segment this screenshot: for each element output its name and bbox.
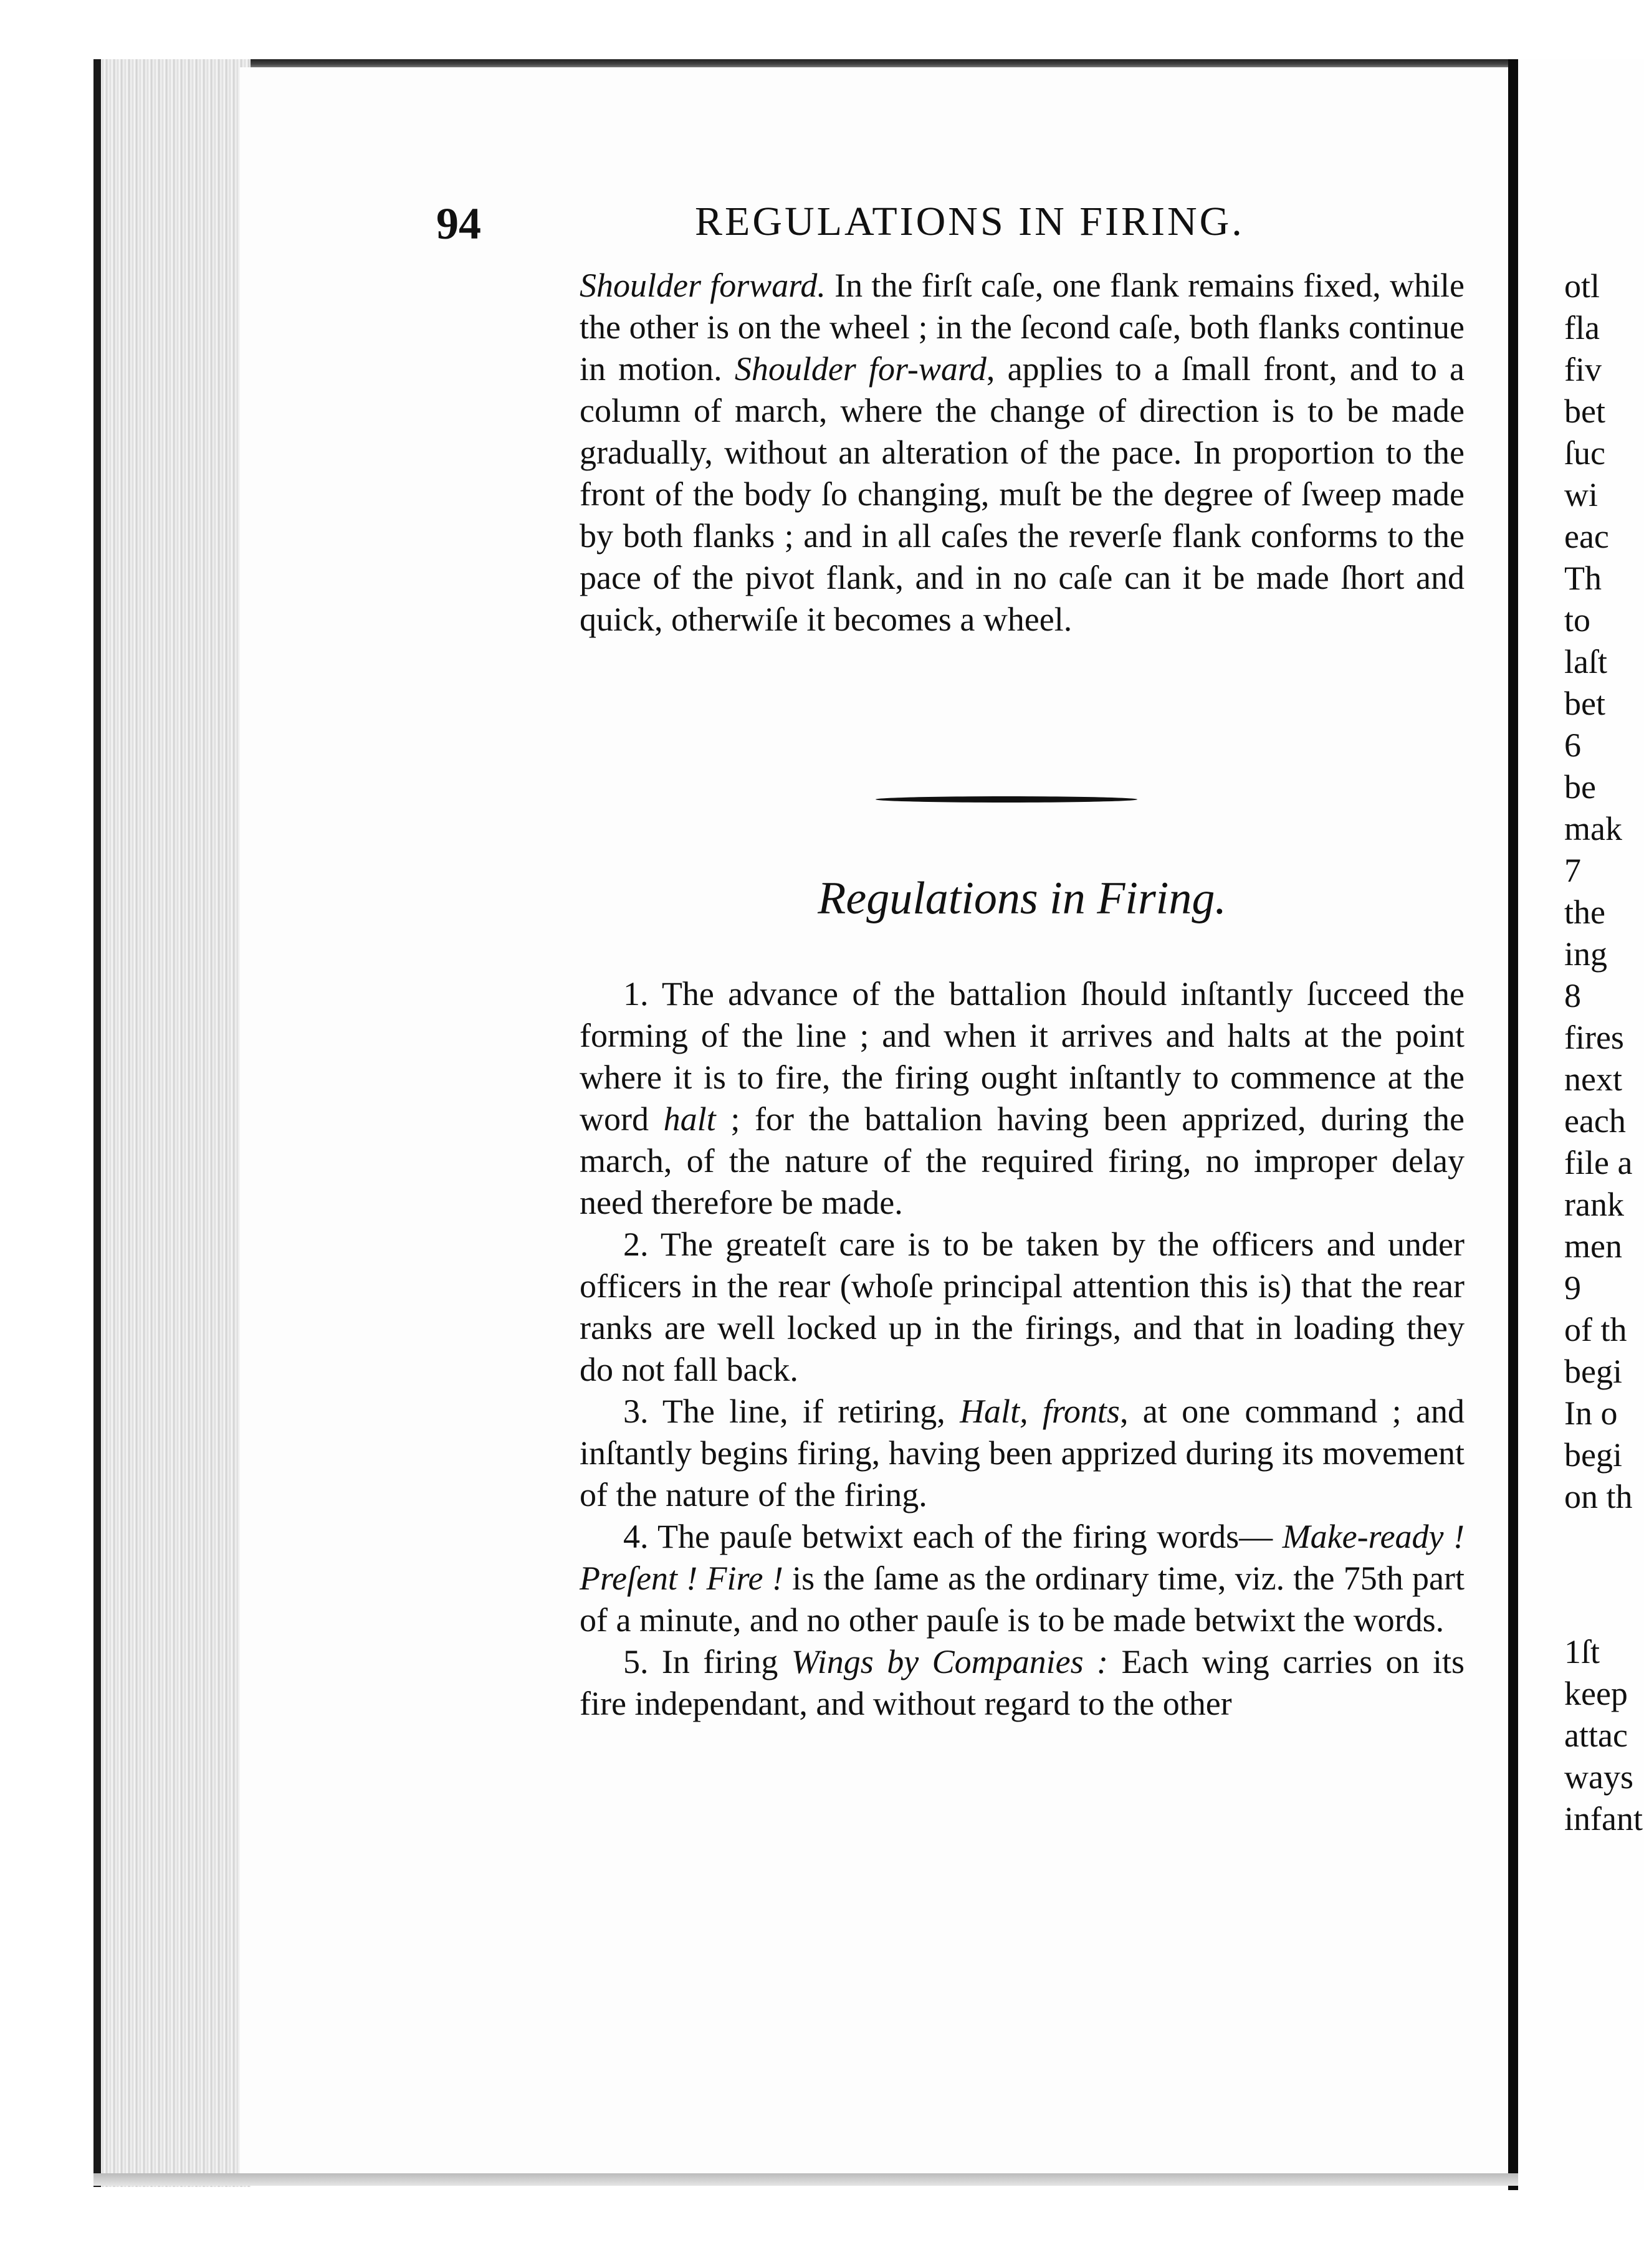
numbered-paragraph-5: 5. In firing Wings by Companies : Each wing carries on its fire independant, and without regard to the other [580,1643,1465,1722]
book-page-edges [93,59,251,2187]
section-heading: Regulations in Firing. [818,873,1226,924]
right-page-fragment: attac [1564,1717,1628,1754]
right-page-fragment: ways [1564,1758,1633,1796]
section-body [580,973,1465,1725]
right-page-fragment: 6 [1564,727,1581,764]
right-page-fragment: infant [1564,1800,1643,1837]
numbered-paragraph-3: 3. The line, if retiring, Halt, fronts, at one command ; and inſtantly begins firing, having been apprized during its movement of the nature of the firing. [580,1393,1465,1513]
right-page-fragment: mak [1564,810,1622,847]
right-page-fragment: otl [1564,267,1600,305]
numbered-paragraph-1: 1. The advance of the battalion ſhould inſtantly ſucceed the forming of the line ; and when it arrives and halts at the point where it is to fire, the firing ought inſtantly to commence at the word halt ; for the battalion having been apprized, during the march, of the nature of the required firing, no improper delay need therefore be made. [580,975,1465,1221]
right-page-fragment: rank [1564,1186,1624,1223]
right-page-fragment: bet [1564,685,1605,722]
book-bottom-edge [93,2173,1518,2186]
right-page-fragment: begi [1564,1353,1622,1390]
right-page-fragment: next [1564,1060,1622,1098]
right-page-fragment: the [1564,893,1605,931]
right-page-fragment: fires [1564,1019,1624,1056]
right-page-fragment: laſt [1564,643,1607,680]
right-page-fragment: 8 [1564,977,1581,1014]
section-divider-rule [876,796,1137,803]
right-page-fragment: 1ſt [1564,1633,1600,1670]
right-page-fragment: men [1564,1227,1622,1265]
right-page-fragment: Th [1564,560,1602,597]
right-page-fragment: fiv [1564,351,1602,388]
right-page-fragment: wi [1564,476,1598,513]
right-page-fragment: begi [1564,1436,1622,1474]
right-page-fragment: keep [1564,1675,1628,1712]
numbered-paragraph-4: 4. The pauſe betwixt each of the firing words— Make-ready ! Preſent ! Fire ! is the ſame as the ordinary time, viz. the 75th part of a minute, and no other pauſe is to be made betwixt the words. [580,1518,1465,1639]
right-page-fragment: eac [1564,518,1609,555]
intro-text [580,265,1465,641]
right-page-fragment: of th [1564,1311,1627,1348]
right-page-fragment: ing [1564,935,1608,973]
right-page-fragment: to [1564,601,1591,639]
right-page-fragment: fla [1564,309,1600,346]
right-page-fragment: be [1564,768,1596,806]
right-page-fragment: 9 [1564,1269,1581,1307]
right-page-fragment: In o [1564,1394,1618,1432]
intro-paragraph: Shoulder forward. In the firſt caſe, one flank remains fixed, while the other is on the wheel ; in the ſecond caſe, both flanks continue in motion. Shoulder for-ward, applies to a ſmall front, and to a column of march, where the change of direction is to be made gradually, without an alteration of the pace. In proportion to the front of the body ſo changing, muſt be the degree of ſweep made by both flanks ; and in all caſes the reverſe flank conforms to the pace of the pivot flank, and in no caſe can it be made ſhort and quick, otherwiſe it becomes a wheel. [580,267,1465,638]
right-page-fragment: file a [1564,1144,1633,1181]
numbered-paragraph-2: 2. The greateſt care is to be taken by the officers and under officers in the rear (whoſe principal attention this is) that the rear ranks are well locked up in the firings, and that in loading they do not fall back. [580,1226,1465,1388]
right-page-fragment: bet [1564,393,1605,430]
book-gutter [1508,59,1518,2190]
right-page-fragment: each [1564,1102,1626,1140]
right-page-fragment: 7 [1564,852,1581,889]
right-page-fragment: on th [1564,1478,1633,1515]
page-number: 94 [436,199,481,249]
right-page-fragment: ſuc [1564,434,1605,472]
running-head: REGULATIONS IN FIRING. [695,199,1245,244]
